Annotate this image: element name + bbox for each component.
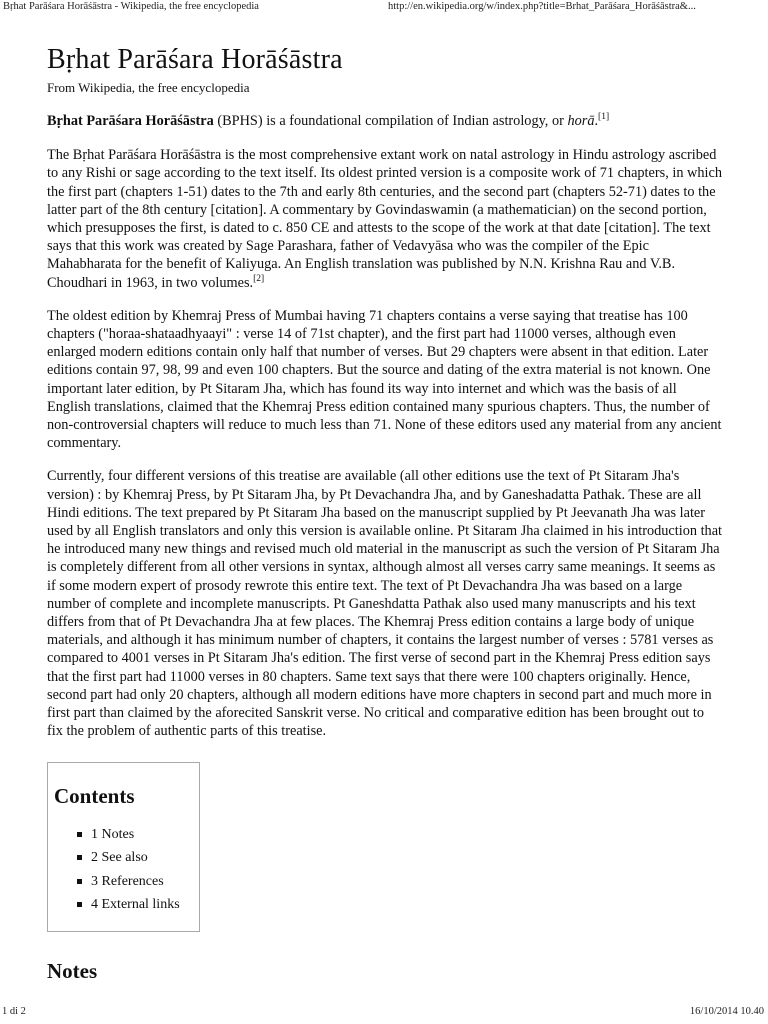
reference-link-1[interactable]: [1] bbox=[598, 112, 610, 123]
reference-link-2[interactable]: [2] bbox=[253, 273, 265, 284]
lead-text: (BPHS) is a foundational compilation of Indian astrology, or bbox=[213, 113, 568, 129]
table-of-contents bbox=[47, 762, 200, 932]
toc-item-label[interactable]: 1 Notes bbox=[91, 826, 135, 842]
body-paragraph-3: Currently, four different versions of this treatise are available (all other editions use the text of Pt Sitaram Jha's version) : by Khemraj Press, by Pt Sitaram Jha, by Pt Devachandra Jha, and by Ganeshadatta Pathak. These are all Hindi editions. The text prepared by Pt Sitaram Jha based on the manuscript supplied by Pt Jeevanath Jha was later used by all English translators and only this version is available online. Pt Sitaram Jha claimed in his introduction that he introduced many new things and revised much old material in the manuscript as such the version of Pt Sitaram Jha is completely different from all other versions in syntax, although almost all verses carry same meanings. It seems as if some modern expert of prosody rewrote this entire text. The text of Pt Devachandra Jha was based on a large number of complete and incomplete manuscripts. Pt Ganeshdatta Pathak also used many manuscripts and his text differs from that of Pt Devachandra Jha at few places. The Khemraj Press edition contains a large body of unique materials, and although it has minimum number of chapters, it contains the largest number of verses : 5781 verses as compared to 4001 verses in Pt Sitaram Jha's edition. The first verse of second part in the Khemraj Press edition says that the first part had 11000 verses in 80 chapters. Same text says that there were 100 chapters originally. Hence, second part had only 20 chapters, although all modern editions have more chapters in second part and much more in first part than claimed by the aforecited Sanskrit verse. No critical and comparative edition has been brought out to fix the problem of authentic parts of this treatise. bbox=[47, 468, 723, 740]
bullet-icon bbox=[77, 902, 82, 907]
toc-item-label[interactable]: 2 See also bbox=[91, 850, 148, 865]
toc-item-external-links[interactable] bbox=[77, 893, 199, 917]
article-content bbox=[47, 42, 723, 984]
lead-paragraph bbox=[47, 112, 723, 130]
page-title: Bṛhat Parāśara Horāśāstra bbox=[47, 44, 343, 75]
print-header-title: Bṛhat Parāśara Horāśāstra - Wikipedia, the free encyclopedia bbox=[3, 1, 259, 12]
toc-heading: Contents bbox=[54, 783, 135, 808]
print-footer bbox=[0, 1006, 768, 1022]
toc-item-notes[interactable] bbox=[77, 823, 199, 847]
lead-italic-term: horā bbox=[567, 113, 595, 129]
print-timestamp: 16/10/2014 10.40 bbox=[689, 1006, 764, 1017]
bullet-icon bbox=[77, 832, 82, 837]
lead-end: . bbox=[594, 113, 599, 129]
body-paragraph-2: The oldest edition by Khemraj Press of Mumbai having 71 chapters contains a verse saying that treatise has 100 chapters ("horaa-shataadhyaayi" : verse 14 of 71st chapter), and the first part had 11000 verses, although even enlarged modern editions contain only half that number of verses. But 29 chapters were absent in that edition. Later editions contain 97, 98, 99 and even 100 chapters. But the source and dating of the extra material is not known. One important later edition, by Pt Sitaram Jha, which has found its way into internet and which was the basis of all English translations, claimed that the Khemraj Press edition contained many spurious chapters. Thus, the number of non-controversial chapters will reduce to much less than 71. None of these editors used any material from any ancient commentary. bbox=[47, 307, 722, 452]
section-heading-notes: Notes bbox=[47, 958, 98, 983]
paragraph-1-text: The Bṛhat Parāśara Horāśāstra is the most comprehensive extant work on natal astrology in Hindu astrology ascribed to any Rishi or sage according to the text itself. Its oldest printed version is a composite work of 71 chapters, in which the first part (chapters 1-51) dates to the 7th and early 8th centuries, and the second part (chapters 52-71) dates to the latter part of the 8th century [citation]. A commentary by Govindaswamin (a mathematician) on the second portion, which presupposes the first, is dated to c. 850 CE and attests to the scope of the work at that date [citation]. The text says that this work was created by Sage Parashara, father of Vedavyāsa who was the compiler of the Epic Mahabharata for the benefit of Kaliyuga. An English translation was published by N.N. Krishna Rau and V.B. Choudhari in 1963, in two volumes. bbox=[47, 147, 722, 291]
toc-item-references[interactable] bbox=[77, 870, 199, 894]
bullet-icon bbox=[77, 855, 82, 860]
print-header bbox=[0, 0, 768, 16]
page-number: 1 di 2 bbox=[2, 1006, 26, 1017]
toc-item-label[interactable]: 4 External links bbox=[91, 897, 180, 912]
toc-item-see-also[interactable] bbox=[77, 846, 199, 870]
toc-list bbox=[54, 823, 199, 917]
page-subtitle: From Wikipedia, the free encyclopedia bbox=[47, 80, 250, 95]
lead-bold-term: Bṛhat Parāśara Horāśāstra bbox=[47, 113, 214, 129]
bullet-icon bbox=[77, 879, 82, 884]
toc-item-label[interactable]: 3 References bbox=[91, 873, 164, 889]
print-header-url: http://en.wikipedia.org/w/index.php?title=Brhat_Parāśara_Horāśāstra&... bbox=[388, 1, 696, 12]
body-paragraph-1 bbox=[47, 146, 723, 292]
